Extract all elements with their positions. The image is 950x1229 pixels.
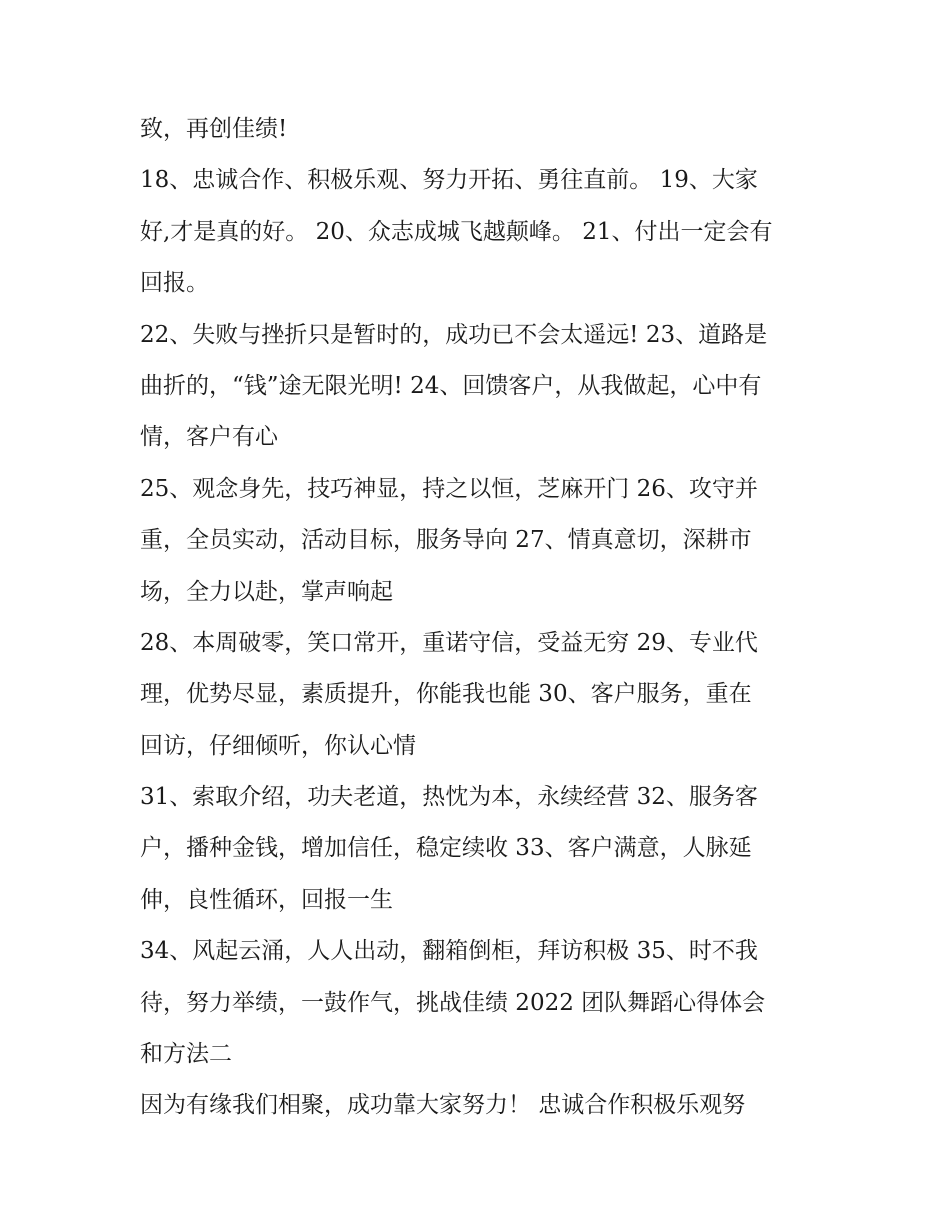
text-line: 理，优势尽显，素质提升，你能我也能 30、客户服务，重在 <box>140 681 752 708</box>
text-line: 因为有缘我们相聚，成功靠大家努力！ 忠诚合作积极乐观努 <box>140 1092 746 1119</box>
text-line: 18、忠诚合作、积极乐观、努力开拓、勇往直前。 19、大家 <box>140 167 758 194</box>
text-line: 户，播种金钱，增加信任，稳定续收 33、客户满意，人脉延 <box>140 835 752 862</box>
text-line: 致，再创佳绩! <box>140 116 288 142</box>
text-line: 场，全力以赴，掌声响起 <box>140 578 393 605</box>
text-line: 好,才是真的好。 20、众志成城飞越颠峰。 21、付出一定会有 <box>140 218 773 245</box>
text-line: 和方法二 <box>140 1041 232 1068</box>
text-line: 34、风起云涌，人人出动，翻箱倒柜，拜访积极 35、时不我 <box>140 938 758 965</box>
text-line: 22、失败与挫折只是暂时的，成功已不会太遥远! 23、道路是 <box>140 321 768 348</box>
text-line: 回报。 <box>140 270 209 297</box>
text-line: 25、观念身先，技巧神显，持之以恒，芝麻开门 26、攻守并 <box>140 475 758 502</box>
text-line: 重，全员实动，活动目标，服务导向 27、情真意切，深耕市 <box>140 527 752 554</box>
text-line: 回访，仔细倾听，你认心情 <box>140 732 416 759</box>
text-line: 情，客户有心 <box>140 424 278 451</box>
text-line: 伸，良性循环，回报一生 <box>140 886 393 913</box>
text-line: 曲折的，“钱”途无限光明! 24、回馈客户，从我做起，心中有 <box>140 372 762 399</box>
text-line: 31、索取介绍，功夫老道，热忱为本，永续经营 32、服务客 <box>140 784 758 811</box>
body-text <box>140 104 802 1132</box>
text-line: 待，努力举绩，一鼓作气，挑战佳绩 2022 团队舞蹈心得体会 <box>140 989 766 1016</box>
text-line: 28、本周破零，笑口常开，重诺守信，受益无穷 29、专业代 <box>140 629 758 656</box>
